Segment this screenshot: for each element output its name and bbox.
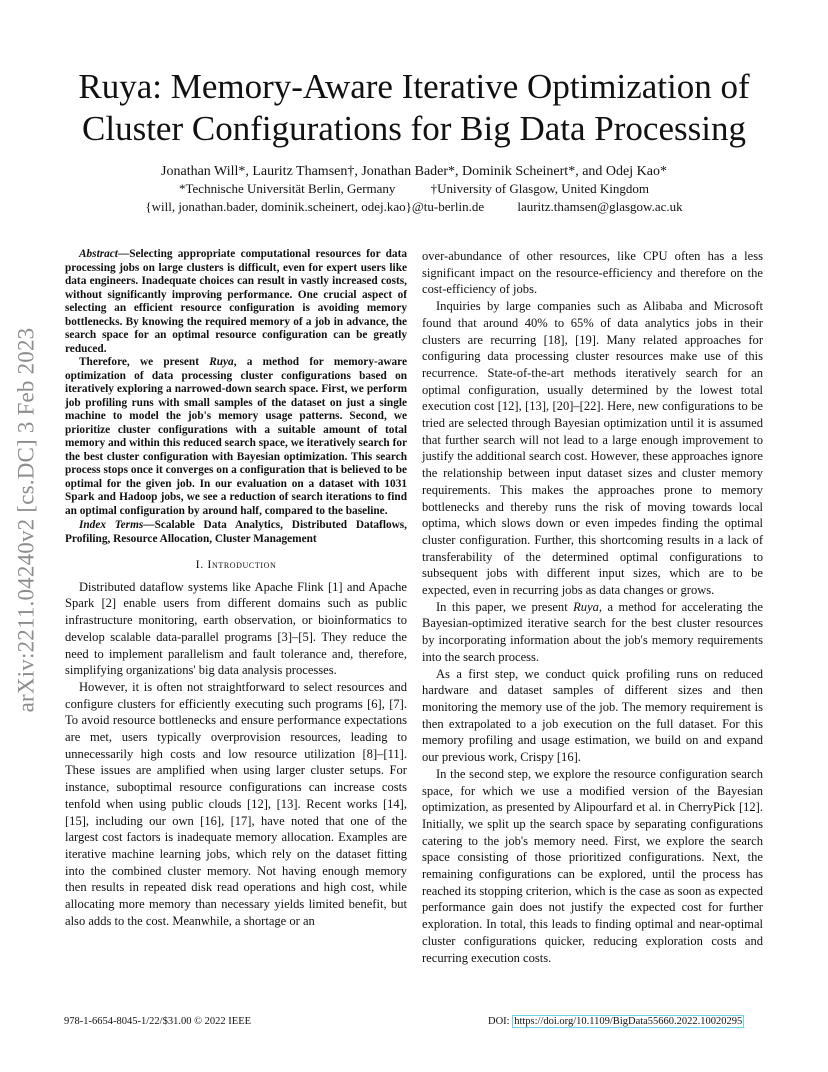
abstract-paragraph-1: —Selecting appropriate computational resources for data processing jobs on large clusters is difficult, even for expert users like data engineers. Inadequate choices can result in vastly increased costs, without significantly improving performance. One crucial aspect of selecting an efficient resource configuration is avoiding memory bottlenecks. By knowing the required memory of a job in advance, the search space for an optimal resource configuration can be greatly reduced.: [65, 248, 407, 355]
doi-footer: [488, 1016, 744, 1027]
abstract-paragraph-2-rest: , a method for memory-aware optimization of data processing cluster configurations based on iteratively exploring a narrowed-down search space. First, we perform job profiling runs with small samples of the dataset on just a single machine to model the job's memory usage patterns. Second, we prioritize cluster configurations with a suitable amount of total memory and within this reduced search space, we iteratively search for the best cluster configuration with Bayesian optimization. This search process stops once it converges on a configuration that is believed to be optimal for the given job. In our evaluation on a dataset with 1031 Spark and Hadoop jobs, we see a reduction of search iterations to find an optimal configuration by around half, compared to the baseline.: [65, 356, 408, 517]
abstract-label: Abstract: [79, 248, 118, 260]
intro-paragraph-3: Inquiries by large companies such as Alibaba and Microsoft found that around 40% to 65% of data analytics jobs in their clusters are recurring [18], [19]. Many related approaches for configuring data processing cluster resources make use of this recurrence. State-of-the-art methods iteratively search for an optimal configuration, usually determined by the lowest total execution cost [12], [13], [20]–[22]. Here, new configurations to be tried are selected through Bayesian optimization until it is assumed that further search will not lead to a large enough improvement to justify the additional search cost. However, these approaches ignore the relationship between input dataset sizes and cluster memory requirements. This makes the approaches prone to memory bottlenecks and thereby runs the risk of moving towards local optima, which slows down or even impedes finding the optimal cluster configuration. Further, this shortcoming results in a lack of transferability of the determined optimal configurations to subsequent jobs with different input sizes, which are to be expected, even in recurring jobs as data changes or grows.: [422, 299, 763, 598]
method-name-ruya: Ruya: [573, 599, 599, 614]
intro-paragraph-5: As a first step, we conduct quick profiling runs on reduced hardware and dataset samples of different sizes and then monitoring the memory use of the job. The memory requirement is then extrapolated to a job execution on the full dataset. For this memory profiling and usage estimation, we build on and expand our previous work, Crispy [16].: [422, 666, 763, 765]
email-tu-berlin: {will, jonathan.bader, dominik.scheinert, odej.kao}@tu-berlin.de: [145, 199, 485, 214]
affiliation-tu-berlin: *Technische Universität Berlin, Germany: [179, 181, 396, 196]
abstract: [65, 248, 407, 546]
method-name: Ruya: [209, 356, 234, 368]
doi-link[interactable]: https://doi.org/10.1109/BigData55660.2022.10020295: [514, 1016, 743, 1027]
paper-title-line-1: Ruya: Memory-Aware Iterative Optimization of: [78, 67, 750, 106]
abstract-paragraph-2-start: Therefore, we present: [79, 356, 210, 368]
intro-paragraph-1: Distributed dataflow systems like Apache Flink [1] and Apache Spark [2] enable users from different domains such as public infrastructure monitoring, earth observation, or bioinformatics to develop scalable data-parallel programs [3]–[5]. They reduce the need to implement parallelism and fault tolerance and, therefore, simplifying organizations' big data analysis processes.: [65, 579, 407, 678]
author-list: Jonathan Will*, Lauritz Thamsen†, Jonathan Bader*, Dominik Scheinert*, and Odej Kao*: [161, 164, 667, 179]
intro-paragraph-2-continued: over-abundance of other resources, like CPU often has a less significant impact on the resource-efficiency and therefore on the cost-efficiency of jobs.: [422, 249, 763, 297]
introduction-left: [65, 579, 407, 930]
intro-paragraph-2: However, it is often not straightforward to select resources and configure clusters for efficiently executing such programs [6], [7]. To avoid resource bottlenecks and ensure performance expectations are met, users typically overprovision resources, leading to unnecessarily high costs and low resource utilization [8]–[11]. These issues are amplified when using larger cluster setups. For instance, suboptimal resource configurations can increase costs tenfold when using public clouds [12], [13]. Recent works [14], [15], including our own [16], [17], have noted that one of the largest cost factors is inadequate memory allocation. Examples are iterative machine learning jobs, which rely on the dataset fitting into the combined cluster memory. Not having enough memory then results in repeated disk read operations and high cost, while allocating more memory than necessary yields limited benefit, but also adds to the cost. Meanwhile, a shortage or an: [65, 679, 407, 928]
email-glasgow: lauritz.thamsen@glasgow.ac.uk: [517, 199, 683, 214]
affiliation-glasgow: †University of Glasgow, United Kingdom: [430, 181, 649, 196]
arxiv-identifier-text: arXiv:2211.04240v2 [cs.DC] 3 Feb 2023: [13, 327, 39, 713]
arxiv-identifier: [4, 290, 48, 750]
index-terms-label: Index Terms: [79, 519, 144, 531]
author-emails: [60, 198, 768, 216]
index-terms: [65, 519, 407, 546]
paper-title-line-2: Cluster Configurations for Big Data Processing: [82, 109, 746, 148]
left-column: [65, 248, 407, 929]
doi-label: DOI:: [488, 1016, 513, 1027]
affiliations: [60, 180, 768, 198]
right-column: [422, 248, 763, 966]
section-heading-introduction: I. Introduction: [195, 557, 277, 571]
index-terms-text: —Scalable Data Analytics, Distributed Dataflows, Profiling, Resource Allocation, Cluster Management: [65, 519, 407, 545]
copyright-footer: 978-1-6654-8045-1/22/$31.00 © 2022 IEEE: [64, 1016, 252, 1027]
intro-paragraph-4: [422, 599, 763, 666]
intro-paragraph-6: In the second step, we explore the resource configuration search space, for which we use a modified version of the Bayesian optimization, as presented by Alipourfard et al. in CherryPick [12]. Initially, we split up the search space by separating configurations catering to the job's memory need. First, we explore the search space consisting of those prioritized configurations. Next, the remaining configurations can be explored, until the process has reached its stopping criterion, which is the case as soon as expected performance gain does not justify the expected cost for further exploration. In total, this leads to finding optimal and near-optimal cluster configurations quicker, reducing exploration costs and recurring execution costs.: [422, 766, 763, 965]
intro-paragraph-4-rest: , a method for accelerating the Bayesian-optimized iterative search for the best cluster resources by incorporating information about the job's memory requirements into the search process.: [422, 599, 763, 664]
intro-paragraph-4-start: In this paper, we present: [436, 599, 574, 614]
paper-title: [60, 66, 768, 150]
